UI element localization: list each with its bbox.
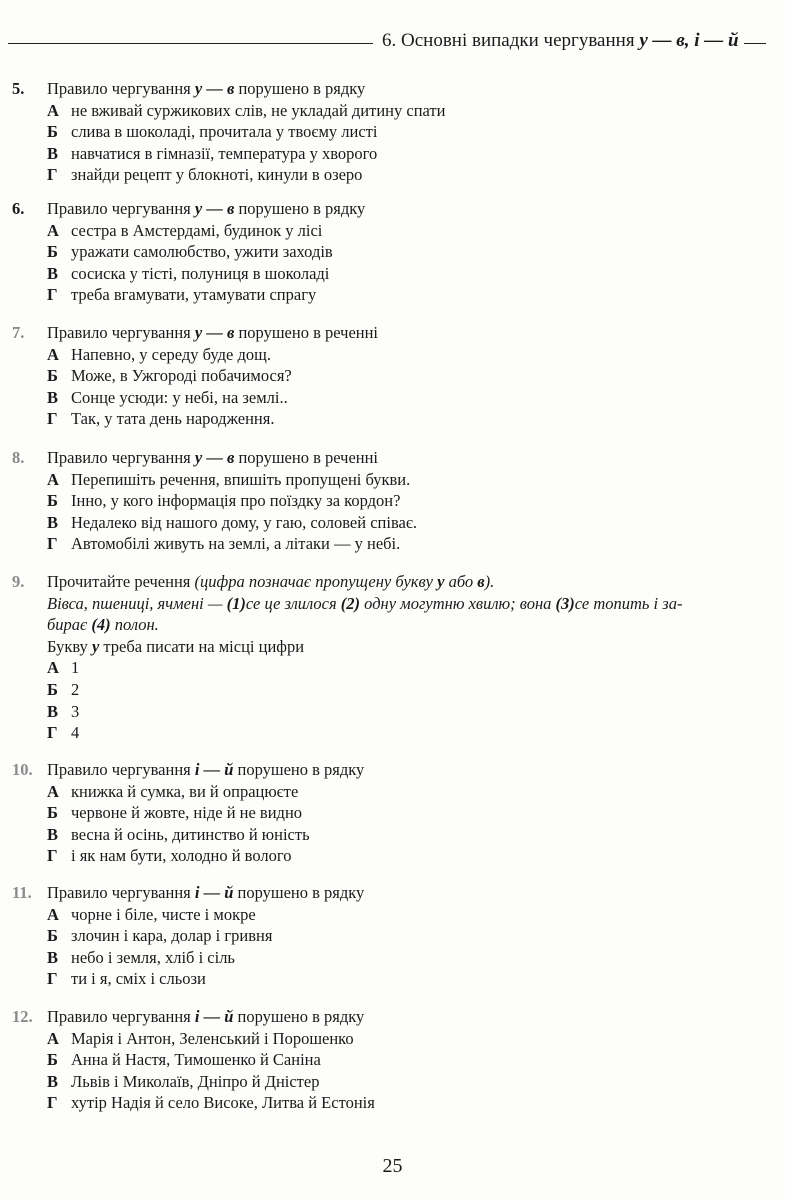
option-d: Г і як нам бути, холодно й волого: [47, 846, 292, 866]
option-d: Г ти і я, сміх і сльози: [47, 969, 206, 989]
option-a: А Перепишіть речення, впишіть пропущені букви.: [47, 469, 411, 489]
page-number: 25: [382, 1155, 403, 1177]
option-d: Г 4: [47, 723, 80, 743]
header-rule-right: [744, 43, 766, 44]
option-d: Г хутір Надія й село Високе, Литва й Естонія: [47, 1093, 375, 1113]
option-a: А книжка й сумка, ви й опрацюєте: [47, 781, 299, 801]
question-stem: Правило чергування і — й порушено в рядку: [47, 1007, 365, 1026]
option-b: Б Може, в Ужгороді побачимося?: [47, 366, 292, 386]
header-title: 6. Основні випадки чергування у — в, і — й: [382, 30, 739, 51]
option-c: В 3: [47, 701, 80, 721]
question-number: 9.: [12, 572, 25, 591]
header-rule-left: [8, 43, 373, 44]
question-number: 8.: [12, 448, 25, 467]
question-stem: Правило чергування у — в порушено в рядку: [47, 199, 366, 218]
question-body: [47, 198, 762, 306]
question-stem: Букву у треба писати на місці цифри: [47, 636, 305, 656]
option-b: Б Анна й Настя, Тимошенко й Саніна: [47, 1050, 321, 1070]
option-d: Г Автомобілі живуть на землі, а літаки — у небі.: [47, 534, 401, 554]
question-body: [47, 759, 762, 867]
option-b: Б 2: [47, 679, 80, 699]
option-b: Б злочин і кара, долар і гривня: [47, 926, 273, 946]
option-d: Г треба вгамувати, утамувати спрагу: [47, 285, 317, 305]
option-b: Б слива в шоколаді, прочитала у твоєму листі: [47, 122, 378, 142]
option-d: Г знайди рецепт у блокноті, кинули в озеро: [47, 165, 363, 185]
question-stem: Правило чергування у — в порушено в реченні: [47, 448, 379, 467]
option-b: Б Інно, у кого інформація про поїздку за кордон?: [47, 491, 401, 511]
option-a: А чорне і біле, чисте і мокре: [47, 904, 256, 924]
option-c: В навчатися в гімназії, температура у хворого: [47, 143, 378, 163]
question-body: [47, 882, 762, 990]
question-number: 10.: [12, 760, 33, 779]
option-a: А Напевно, у середу буде дощ.: [47, 344, 271, 364]
option-c: В Недалеко від нашого дому, у гаю, соловей співає.: [47, 512, 418, 532]
option-a: А сестра в Амстердамі, будинок у лісі: [47, 220, 323, 240]
question-sentence-line-2: бирає (4) полон.: [47, 615, 159, 635]
running-header: [0, 30, 785, 56]
question-stem: Правило чергування і — й порушено в рядку: [47, 883, 365, 902]
option-a: А не вживай суржикових слів, не укладай дитину спати: [47, 100, 446, 120]
option-c: В Сонце усюди: у небі, на землі..: [47, 387, 288, 407]
question-body: [47, 447, 762, 555]
question-body: [47, 1006, 762, 1114]
option-c: В сосиска у тісті, полуниця в шоколаді: [47, 263, 330, 283]
question-number: 6.: [12, 199, 25, 218]
question-stem: Правило чергування і — й порушено в рядку: [47, 760, 365, 779]
question-body: [47, 78, 762, 186]
question-stem: Правило чергування у — в порушено в рядку: [47, 79, 366, 98]
question-number: 12.: [12, 1007, 33, 1026]
option-c: В Львів і Миколаїв, Дніпро й Дністер: [47, 1071, 320, 1091]
option-c: В весна й осінь, дитинство й юність: [47, 824, 310, 844]
question-stem: Правило чергування у — в порушено в реченні: [47, 323, 379, 342]
option-c: В небо і земля, хліб і сіль: [47, 947, 235, 967]
option-d: Г Так, у тата день народження.: [47, 409, 275, 429]
question-instruction: Прочитайте речення (цифра позначає пропущену букву у або в).: [47, 572, 495, 591]
option-a: А Марія і Антон, Зеленський і Порошенко: [47, 1028, 354, 1048]
question-number: 7.: [12, 323, 25, 342]
question-number: 5.: [12, 79, 25, 98]
question-number: 11.: [12, 883, 32, 902]
option-b: Б червоне й жовте, ніде й не видно: [47, 803, 303, 823]
question-body: [47, 322, 762, 430]
option-b: Б уражати самолюбство, ужити заходів: [47, 242, 333, 262]
option-a: А 1: [47, 658, 80, 678]
question-body: [47, 571, 762, 744]
question-sentence-line-1: Вівса, пшениці, ячмені — (1)се це злилося (2) одну могутню хвилю; вона (3)се топить і за-: [47, 593, 683, 613]
